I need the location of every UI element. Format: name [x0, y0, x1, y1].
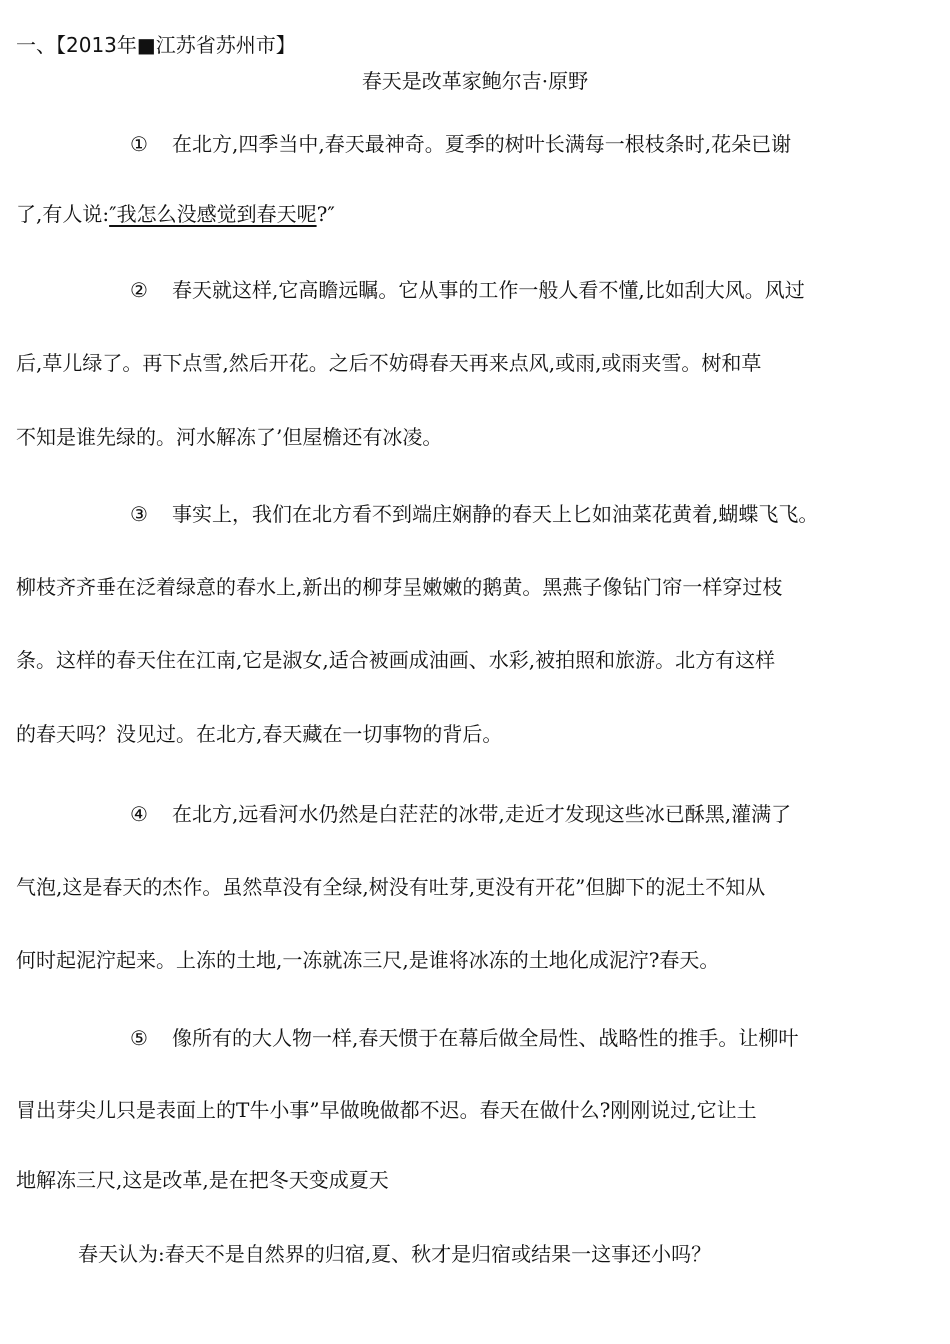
paragraph-text: 柳枝齐齐垂在泛着绿意的春水上,新出的柳芽呈嫩嫩的鹅黄。黑燕子像钻门帘一样穿过枝 — [16, 575, 783, 599]
paragraph-text: 气泡,这是春天的杰作。虽然草没有全绿,树没有吐芽,更没有开花”但脚下的泥土不知从 — [16, 875, 766, 899]
paragraph-1-line-2 — [16, 197, 944, 231]
closing-line: 春天认为:春天不是自然界的归宿,夏、秋才是归宿或结果一这事还小吗？ — [78, 1242, 712, 1266]
paragraph-3-line-4 — [16, 717, 944, 751]
paragraph-text: 的春天吗？没见过。在北方,春天藏在一切事物的背后。 — [16, 722, 503, 746]
article-title: 春天是改革家鲍尔吉·原野 — [361, 69, 589, 93]
paragraph-text: 地解冻三尺,这是改革,是在把冬天变成夏天 — [16, 1168, 389, 1192]
paragraph-number: ⑤ — [130, 1026, 148, 1050]
paragraph-text: 条。这样的春天住在江南,它是淑女,适合被画成油画、水彩,被拍照和旅游。北方有这样 — [16, 648, 776, 672]
paragraph-text: 了,有人说: — [16, 202, 110, 226]
paragraph-text: 像所有的大人物一样,春天惯于在幕后做全局性、战略性的推手。让柳叶 — [172, 1026, 799, 1050]
paragraph-2-line-2 — [16, 346, 944, 380]
paragraph-4-line-1 — [16, 797, 944, 831]
paragraph-4-line-2 — [16, 870, 944, 904]
paragraph-2-line-1 — [16, 273, 944, 307]
underlined-quote: ″我怎么没感觉到春天呢 — [109, 202, 317, 226]
paragraph-2-line-3 — [16, 420, 944, 454]
section-heading: 一、【2013年■江苏省苏州市】 — [16, 33, 296, 57]
paragraph-1-line-1 — [16, 127, 944, 161]
paragraph-number: ④ — [130, 802, 148, 826]
paragraph-3-line-1 — [16, 497, 944, 531]
paragraph-4-line-3 — [16, 943, 944, 977]
paragraph-text: 不知是谁先绿的。河水解冻了’但屋檐还有冰凌。 — [16, 425, 443, 449]
paragraph-text: 何时起泥泞起来。上冻的土地,一冻就冻三尺,是谁将冰冻的土地化成泥泞?春天。 — [16, 948, 720, 972]
paragraph-text: ?″ — [316, 202, 335, 226]
paragraph-number: ③ — [130, 502, 148, 526]
paragraph-text: 春天就这样,它高瞻远瞩。它从事的工作一般人看不懂,比如刮大风。风过 — [172, 278, 805, 302]
paragraph-3-line-2 — [16, 570, 944, 604]
paragraph-text: 冒出芽尖儿只是表面上的T牛小事”早做晚做都不迟。春天在做什么?刚刚说过,它让土 — [16, 1098, 757, 1122]
paragraph-text: 在北方,远看河水仍然是白茫茫的冰带,走近才发现这些冰已酥黑,灌满了 — [172, 802, 792, 826]
paragraph-5-line-2 — [16, 1093, 944, 1127]
paragraph-number: ① — [130, 132, 148, 156]
paragraph-text: 事实上，我们在北方看不到端庄娴静的春天上匕如油菜花黄着,蝴蝶飞飞。 — [172, 502, 819, 526]
paragraph-text: 在北方,四季当中,春天最神奇。夏季的树叶长满每一根枝条时,花朵已谢 — [172, 132, 792, 156]
paragraph-5-line-3 — [16, 1163, 944, 1197]
paragraph-number: ② — [130, 278, 148, 302]
paragraph-text: 后,草儿绿了。再下点雪,然后开花。之后不妨碍春天再来点风,或雨,或雨夹雪。树和草 — [16, 351, 762, 375]
paragraph-3-line-3 — [16, 643, 944, 677]
paragraph-5-line-1 — [16, 1021, 944, 1055]
